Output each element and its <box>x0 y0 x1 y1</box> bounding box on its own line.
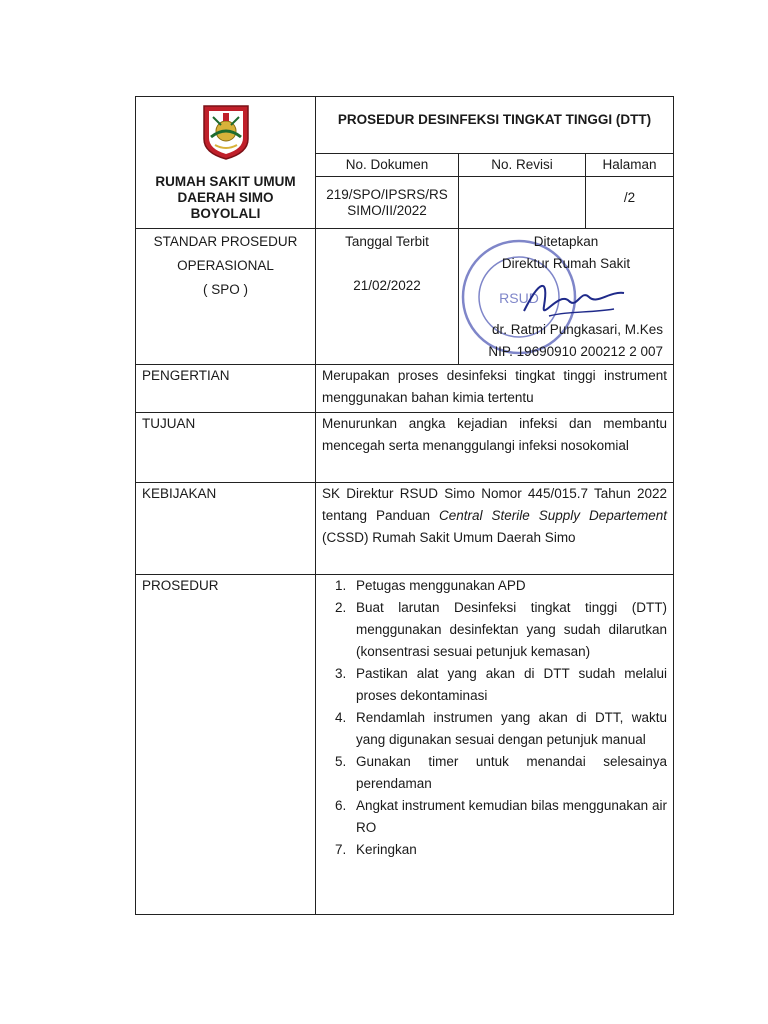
nip-text: NIP. 19690910 200212 2 007 <box>488 344 664 359</box>
pengertian-text: Merupakan proses desinfeksi tingkat tinggi instrument menggunakan bahan kimia tertentu <box>316 365 674 413</box>
no-revisi-value <box>459 177 586 229</box>
ditetapkan-label: Ditetapkan <box>533 234 599 249</box>
pengertian-label: PENGERTIAN <box>136 365 316 413</box>
ditetapkan-cell <box>459 229 674 365</box>
spo-document <box>135 96 673 915</box>
hospital-logo-icon <box>201 103 251 161</box>
prosedur-step: 4. Rendamlah instrumen yang akan di DTT, waktu yang digunakan sesuai dengan petunjuk manual <box>350 707 667 751</box>
prosedur-step: 5. Gunakan timer untuk menandai selesainya perendaman <box>350 751 667 795</box>
document-title: PROSEDUR DESINFEKSI TINGKAT TINGGI (DTT) <box>316 97 674 154</box>
spo-label-cell <box>136 229 316 365</box>
prosedur-step: 7. Keringkan <box>350 839 667 861</box>
no-revisi-label: No. Revisi <box>459 154 586 177</box>
kebijakan-text-italic: Central Sterile Supply Departement <box>439 508 667 523</box>
tanggal-terbit-value: 21/02/2022 <box>353 278 421 293</box>
tanggal-terbit-label: Tanggal Terbit <box>345 234 429 249</box>
prosedur-step: 1. Petugas menggunakan APD <box>350 575 667 597</box>
tujuan-label: TUJUAN <box>136 413 316 483</box>
tujuan-text: Menurunkan angka kejadian infeksi dan membantu mencegah serta menanggulangi infeksi nosokomial <box>316 413 674 483</box>
kebijakan-text-part2: (CSSD) Rumah Sakit Umum Daerah Simo <box>322 530 576 545</box>
halaman-value: /2 <box>586 177 674 229</box>
kebijakan-text-cell <box>316 483 674 575</box>
no-dokumen-value: 219/SPO/IPSRS/RSSIMO/II/2022 <box>316 177 459 229</box>
prosedur-list <box>322 575 667 861</box>
spo-table <box>135 96 674 915</box>
no-dokumen-label: No. Dokumen <box>316 154 459 177</box>
spo-label-line2: OPERASIONAL <box>177 258 274 273</box>
prosedur-list-cell <box>316 575 674 915</box>
prosedur-step: 2. Buat larutan Desinfeksi tingkat tinggi (DTT) menggunakan desinfektan yang sudah dilarutkan (konsentrasi sesuai petunjuk kemasan) <box>350 597 667 663</box>
spo-label-line1: STANDAR PROSEDUR <box>153 234 298 249</box>
prosedur-label: PROSEDUR <box>136 575 316 915</box>
kebijakan-text-part1: SK Direktur RSUD Simo Nomor 445/015.7 Tahun 2022 tentang Panduan <box>322 486 668 523</box>
prosedur-step: 3. Pastikan alat yang akan di DTT sudah melalui proses dekontaminasi <box>350 663 667 707</box>
prosedur-step: 6. Angkat instrument kemudian bilas menggunakan air RO <box>350 795 667 839</box>
jabatan-text: Direktur Rumah Sakit <box>501 256 631 271</box>
kebijakan-label: KEBIJAKAN <box>136 483 316 575</box>
tanggal-terbit-cell <box>316 229 459 365</box>
hospital-name: RUMAH SAKIT UMUM DAERAH SIMO BOYOLALI <box>155 174 296 221</box>
svg-text:RSUD: RSUD <box>499 290 539 306</box>
spo-label-line3: ( SPO ) <box>202 282 248 297</box>
hospital-cell <box>136 97 316 229</box>
nama-penandatangan: dr. Ratmi Pungkasari, M.Kes <box>491 322 664 337</box>
halaman-label: Halaman <box>586 154 674 177</box>
